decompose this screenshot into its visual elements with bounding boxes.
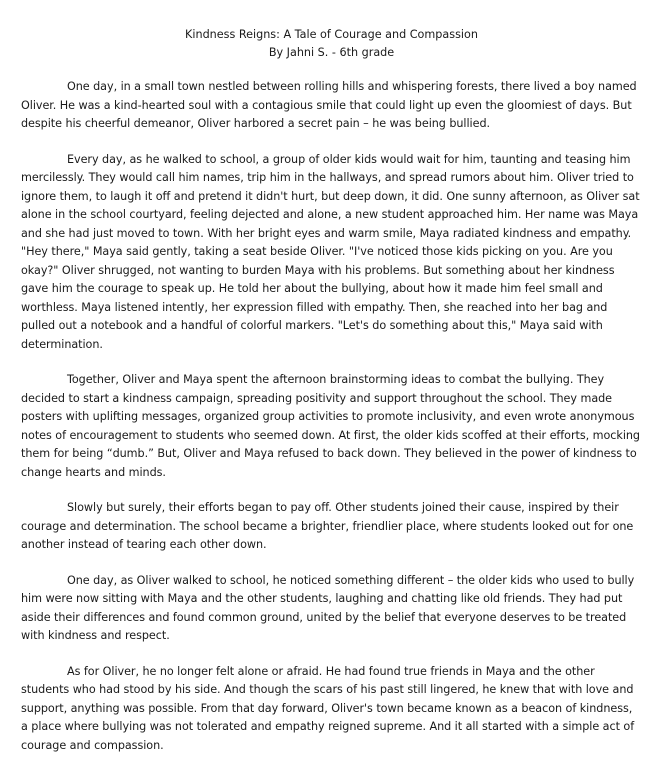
paragraph: Every day, as he walked to school, a group of older kids would wait for him, taunting and teasing him mercilessly. They would call him names, trip him in the hallways, and spread rumors about him. Oliver tried to ignore them, to laugh it off and pretend it didn't hurt, but deep down, it did. One sunny afternoon, as Oliver sat alone in the school courtyard, feeling dejected and alone, a new student approached him. Her name was Maya and she had just moved to town. With her bright eyes and warm smile, Maya radiated kindness and empathy. "Hey there," Maya said gently, taking a seat beside Oliver. "I've noticed those kids picking on you. Are you okay?" Oliver shrugged, not wanting to burden Maya with his problems. But something about her kindness gave him the courage to speak up. He told her about the bullying, about how it made him feel small and worthless. Maya listened intently, her expression filled with empathy. Then, she reached into her bag and pulled out a notebook and a handful of colorful markers. "Let's do something about this," Maya said with determination.: [21, 152, 640, 351]
paragraph: Slowly but surely, their efforts began to pay off. Other students joined their cause, inspired by their courage and determination. The school became a brighter, friendlier place, where students looked out for one another instead of tearing each other down.: [21, 501, 634, 551]
paragraph: One day, as Oliver walked to school, he noticed something different – the older kids who used to bully him were now sitting with Maya and the other students, laughing and chatting like old friends. They had put aside their differences and found common ground, united by the belief that everyone deserves to be treated with kindness and respect.: [21, 573, 635, 642]
paragraph: One day, in a small town nestled between rolling hills and whispering forests, there lived a boy named Oliver. He was a kind-hearted soul with a contagious smile that could light up even the gloomiest of days. But despite his cheerful demeanor, Oliver harbored a secret pain – he was being bullied.: [21, 80, 637, 130]
document-byline: By Jahni S. - 6th grade: [268, 46, 395, 59]
paragraph: Together, Oliver and Maya spent the afternoon brainstorming ideas to combat the bullying. They decided to start a kindness campaign, spreading positivity and support throughout the school. They made posters with uplifting messages, organized group activities to promote inclusivity, and even wrote anonymous notes of encouragement to students who seemed down. At first, the older kids scoffed at their efforts, mocking them for being “dumb.” But, Oliver and Maya refused to back down. They believed in the power of kindness to change hearts and minds.: [21, 373, 640, 479]
document-title: Kindness Reigns: A Tale of Courage and Compassion: [185, 28, 478, 41]
document-body: [21, 78, 642, 755]
paragraph: As for Oliver, he no longer felt alone or afraid. He had found true friends in Maya and the other students who had stood by his side. And though the scars of his past still lingered, he knew that with love and support, anything was possible. From that day forward, Oliver's town became known as a beacon of kindness, a place where bullying was not tolerated and empathy reigned supreme. And it all started with a simple act of courage and compassion.: [21, 664, 635, 752]
document-header: [21, 26, 642, 62]
